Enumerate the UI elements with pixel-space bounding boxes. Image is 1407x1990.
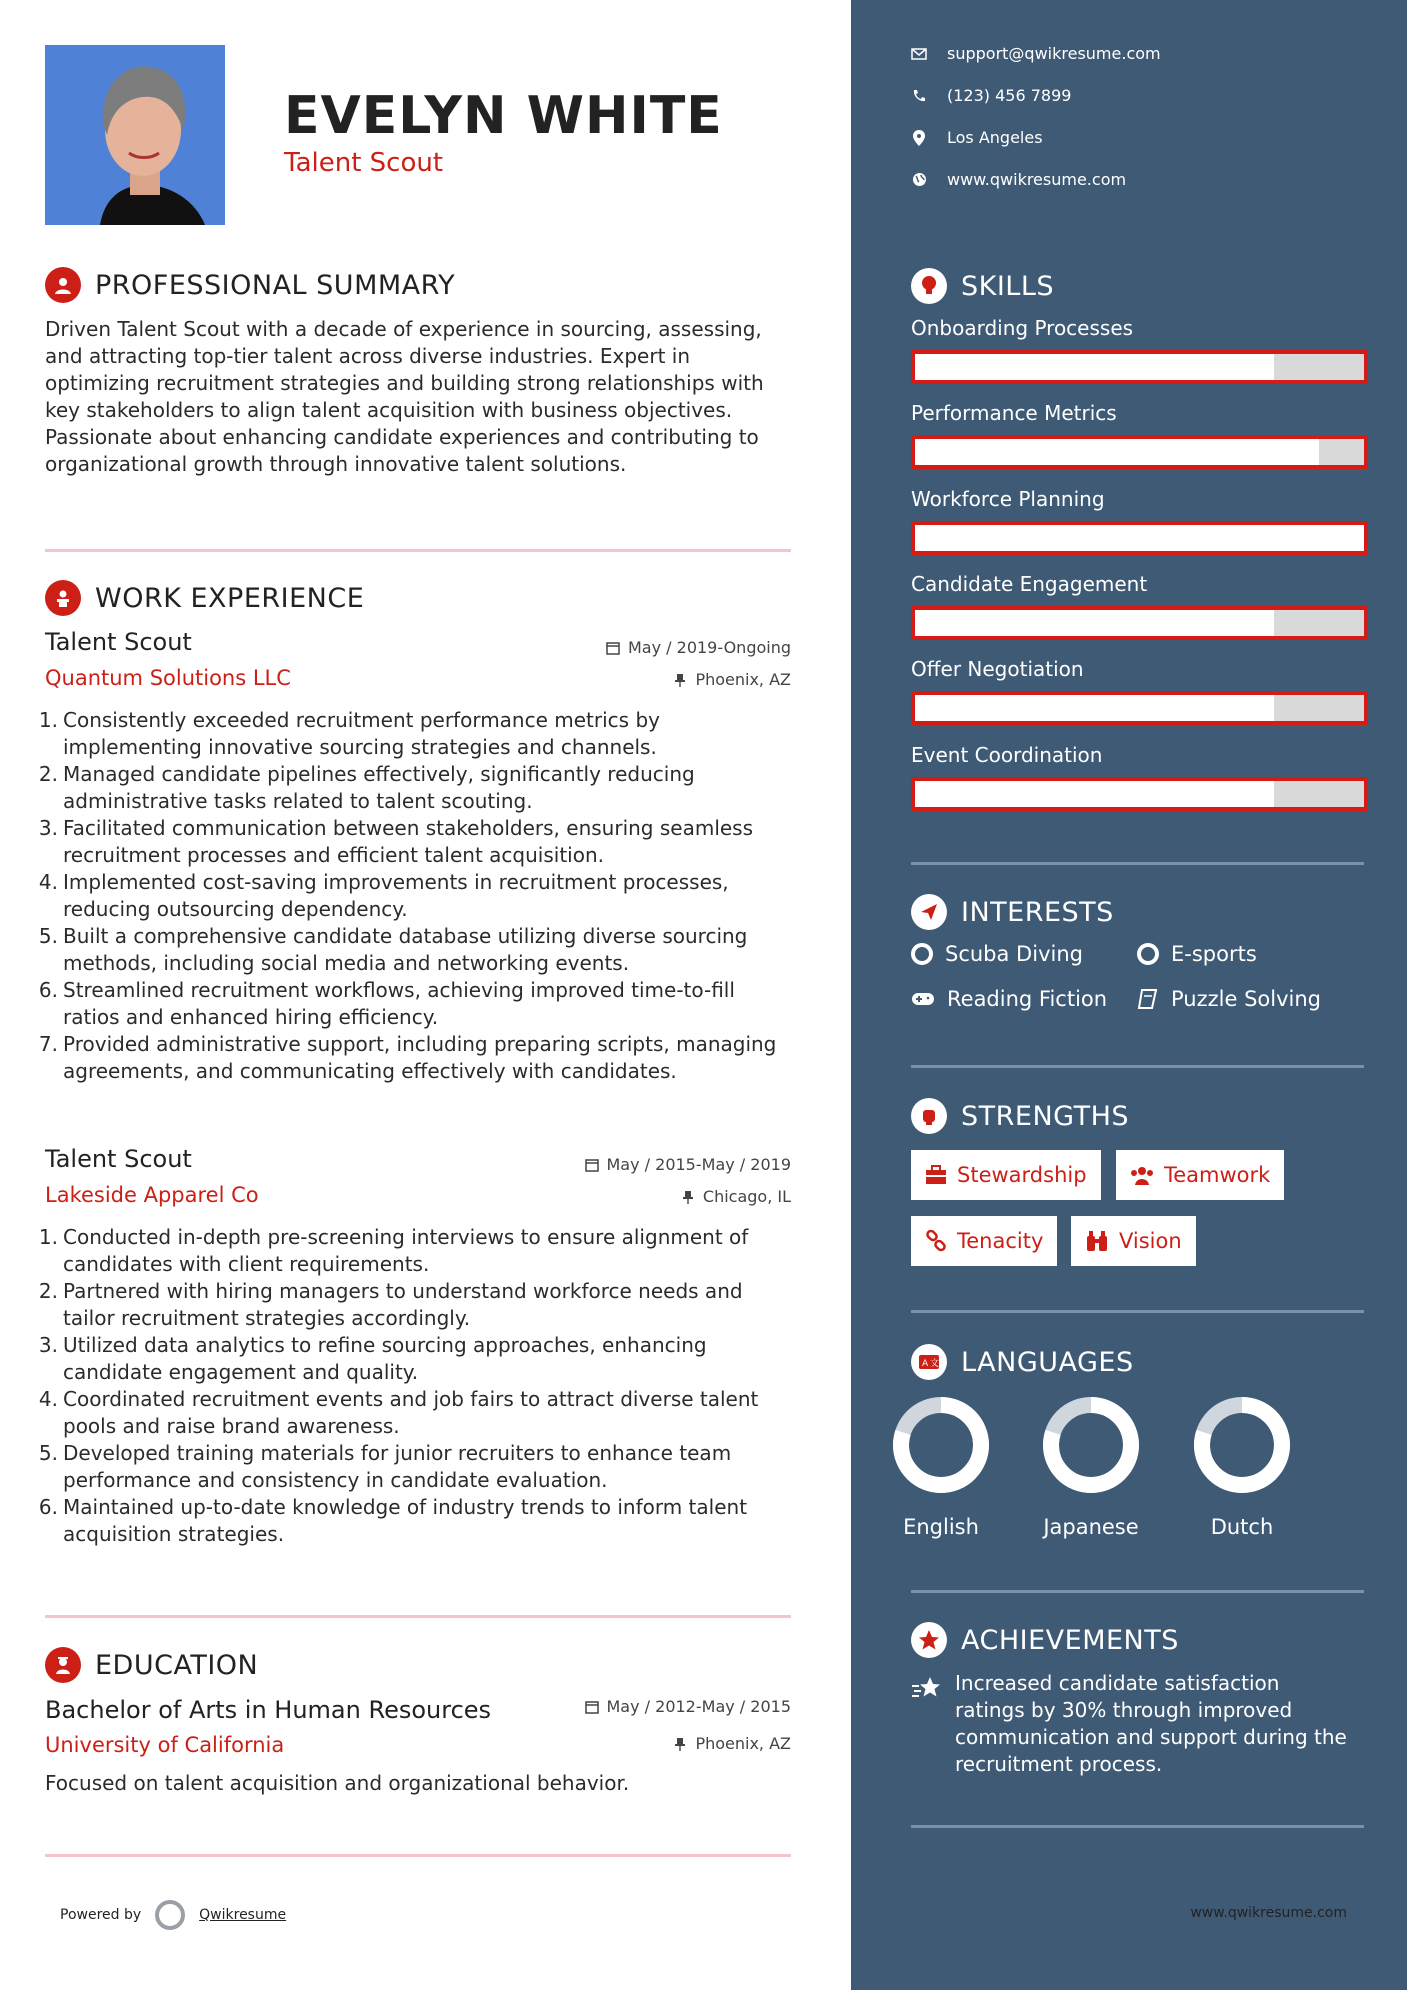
contact-email xyxy=(911,44,1161,63)
list-item: 2. Managed candidate pipelines effectively, significantly reducing administrative tasks related to talent scouting. xyxy=(38,762,695,813)
language-donut xyxy=(1192,1395,1292,1495)
skill-bar xyxy=(911,777,1368,811)
strength-chip xyxy=(911,1216,1057,1266)
skill-bar xyxy=(911,691,1368,725)
achievements-title: ACHIEVEMENTS xyxy=(961,1624,1179,1656)
graduate-icon xyxy=(45,1647,81,1683)
qwikresume-logo-icon xyxy=(155,1900,185,1930)
interest-item xyxy=(911,942,1083,966)
divider xyxy=(911,1065,1364,1068)
degree-title: Bachelor of Arts in Human Resources xyxy=(45,1696,492,1724)
lifebuoy-icon xyxy=(911,943,933,965)
languages-header xyxy=(911,1344,1134,1380)
divider xyxy=(911,1310,1364,1313)
list-item: 4. Implemented cost-saving improvements in recruitment processes, reducing outsourcing dependency. xyxy=(38,870,729,921)
achievements-header xyxy=(911,1622,1179,1658)
skill-label: Performance Metrics xyxy=(911,401,1117,425)
candidate-name: EVELYN WHITE xyxy=(284,86,723,146)
lifebuoy-icon xyxy=(1137,943,1159,965)
interests-header xyxy=(911,894,1114,930)
binoculars-icon xyxy=(1085,1230,1109,1252)
translate-icon xyxy=(911,1344,947,1380)
education-date-text: May / 2012-May / 2015 xyxy=(606,1697,791,1716)
language-label: English xyxy=(903,1515,979,1539)
experience-header xyxy=(45,580,364,616)
education-location-text: Phoenix, AZ xyxy=(695,1734,791,1753)
contact-phone-text[interactable]: (123) 456 7899 xyxy=(947,86,1072,105)
contact-location-text: Los Angeles xyxy=(947,128,1043,147)
footer-url[interactable]: www.qwikresume.com xyxy=(1190,1905,1347,1921)
summary-text: Driven Talent Scout with a decade of experience in sourcing, assessing, and attracting top-tier talent across diverse industries. Expert in optimizing recruitment strategies and building strong relationships with key stakeholders to align talent acquisition with business objectives. Passionate about enhancing candidate experiences and contributing to organizational growth through innovative talent solutions. xyxy=(45,317,764,476)
language-item xyxy=(1182,1395,1302,1539)
interest-label: Puzzle Solving xyxy=(1171,987,1321,1011)
list-item: 2. Partnered with hiring managers to understand workforce needs and tailor recruitment strategies accordingly. xyxy=(38,1279,743,1330)
list-item: 1. Consistently exceeded recruitment performance metrics by implementing innovative sourcing strategies and channels. xyxy=(38,708,660,759)
job-bullets xyxy=(36,1224,796,1548)
fist-icon xyxy=(911,1098,947,1134)
podium-icon xyxy=(45,580,81,616)
interest-label: Scuba Diving xyxy=(945,942,1083,966)
list-item: 4. Coordinated recruitment events and job fairs to attract diverse talent pools and raise brand awareness. xyxy=(38,1387,759,1438)
summary-title: PROFESSIONAL SUMMARY xyxy=(95,269,456,301)
paper-plane-icon xyxy=(911,894,947,930)
strength-chip xyxy=(911,1150,1101,1200)
qwikresume-link[interactable]: Qwikresume xyxy=(199,1907,287,1923)
phone-icon xyxy=(911,88,927,104)
school-name: University of California xyxy=(45,1733,285,1757)
svg-text:A: A xyxy=(922,1359,929,1369)
language-donut xyxy=(891,1395,991,1495)
interest-item xyxy=(1137,987,1321,1011)
language-item xyxy=(881,1395,1001,1539)
users-icon xyxy=(1130,1165,1154,1185)
divider xyxy=(911,1825,1364,1828)
skill-label: Onboarding Processes xyxy=(911,316,1134,340)
skill-label: Candidate Engagement xyxy=(911,572,1148,596)
language-item xyxy=(1031,1395,1151,1539)
list-item: 3. Utilized data analytics to refine sourcing approaches, enhancing candidate engagement and quality. xyxy=(38,1333,707,1384)
divider xyxy=(45,1854,791,1857)
user-icon xyxy=(45,267,81,303)
globe-icon xyxy=(911,172,927,188)
strength-label: Vision xyxy=(1119,1229,1182,1253)
skill-bar xyxy=(911,350,1368,384)
calendar-icon xyxy=(606,641,620,655)
divider xyxy=(911,862,1364,865)
skill-bar-fill xyxy=(915,695,1274,721)
strength-label: Tenacity xyxy=(957,1229,1044,1253)
strength-chip xyxy=(1071,1216,1196,1266)
skill-label: Event Coordination xyxy=(911,743,1103,767)
calendar-icon xyxy=(585,1158,599,1172)
language-donut xyxy=(1041,1395,1141,1495)
job-company: Quantum Solutions LLC xyxy=(45,666,291,690)
candidate-role: Talent Scout xyxy=(284,148,444,178)
job-company: Lakeside Apparel Co xyxy=(45,1183,259,1207)
job-location-text: Chicago, IL xyxy=(702,1187,791,1206)
divider xyxy=(45,1615,791,1618)
skill-bar xyxy=(911,606,1368,640)
education-header xyxy=(45,1647,258,1683)
skill-label: Offer Negotiation xyxy=(911,657,1084,681)
briefcase-icon xyxy=(925,1165,947,1185)
interest-item xyxy=(911,987,1107,1011)
achievement-text: Increased candidate satisfaction ratings by 30% through improved communication and support during the recruitment process. xyxy=(955,1671,1347,1776)
job-location xyxy=(673,670,791,689)
education-title: EDUCATION xyxy=(95,1649,259,1681)
list-item: 6. Streamlined recruitment workflows, achieving improved time-to-fill ratios and enhanced hiring efficiency. xyxy=(38,978,735,1029)
job-date-text: May / 2019-Ongoing xyxy=(628,638,791,657)
education-date xyxy=(585,1697,792,1716)
calendar-icon xyxy=(585,1700,599,1714)
star-icon xyxy=(911,1622,947,1658)
skill-label: Workforce Planning xyxy=(911,487,1105,511)
skill-bar-fill xyxy=(915,525,1364,551)
list-item: 6. Maintained up-to-date knowledge of industry trends to inform talent acquisition strategies. xyxy=(38,1495,748,1546)
strengths-title: STRENGTHS xyxy=(961,1100,1130,1132)
job-title: Talent Scout xyxy=(45,628,192,656)
contact-website-text[interactable]: www.qwikresume.com xyxy=(947,170,1127,189)
summary-header xyxy=(45,267,455,303)
link-icon xyxy=(925,1230,947,1252)
list-item: 5. Developed training materials for junior recruiters to enhance team performance and consistency in candidate evaluation. xyxy=(38,1441,732,1492)
profile-photo xyxy=(45,45,225,225)
skill-bar-fill xyxy=(915,610,1274,636)
gamepad-icon xyxy=(911,990,935,1008)
interest-label: E-sports xyxy=(1171,942,1257,966)
footer-powered xyxy=(60,1900,286,1930)
strength-label: Teamwork xyxy=(1164,1163,1271,1187)
language-label: Dutch xyxy=(1210,1515,1274,1539)
shooting-star-icon xyxy=(911,1676,941,1702)
experience-title: WORK EXPERIENCE xyxy=(95,582,365,614)
powered-by-label: Powered by xyxy=(60,1907,142,1923)
strength-label: Stewardship xyxy=(957,1163,1087,1187)
list-item: 1. Conducted in-depth pre-screening interviews to ensure alignment of candidates with client requirements. xyxy=(38,1225,749,1276)
skill-bar-fill xyxy=(915,354,1274,380)
job-title: Talent Scout xyxy=(45,1145,192,1173)
interest-item xyxy=(1137,942,1257,966)
divider xyxy=(911,1590,1364,1593)
interests-title: INTERESTS xyxy=(961,896,1114,928)
strengths-header xyxy=(911,1098,1129,1134)
list-item: 3. Facilitated communication between stakeholders, ensuring seamless recruitment processes and efficient talent acquisition. xyxy=(38,816,754,867)
job-date xyxy=(585,1155,792,1174)
job-date xyxy=(606,638,791,657)
job-location xyxy=(681,1187,791,1206)
job-location-text: Phoenix, AZ xyxy=(695,670,791,689)
contact-location xyxy=(911,128,1043,147)
education-location xyxy=(673,1734,791,1753)
book-icon xyxy=(1137,988,1159,1010)
lightbulb-icon xyxy=(911,268,947,304)
contact-website xyxy=(911,170,1126,189)
list-item: 7. Provided administrative support, including preparing scripts, managing agreements, and communicating effectively with candidates. xyxy=(38,1032,777,1083)
job-date-text: May / 2015-May / 2019 xyxy=(606,1155,791,1174)
language-label: Japanese xyxy=(1043,1515,1139,1539)
skill-bar xyxy=(911,521,1368,555)
map-pin-icon xyxy=(911,130,927,146)
pin-icon xyxy=(681,1190,695,1204)
sidebar xyxy=(851,0,1407,1990)
skill-bar-fill xyxy=(915,781,1274,807)
strength-chip xyxy=(1116,1150,1284,1200)
skill-bar-fill xyxy=(915,439,1319,465)
pin-icon xyxy=(673,673,687,687)
divider xyxy=(45,549,791,552)
envelope-icon xyxy=(911,46,927,62)
list-item: 5. Built a comprehensive candidate database utilizing diverse sourcing methods, including social media and networking events. xyxy=(38,924,748,975)
skills-title: SKILLS xyxy=(961,270,1055,302)
contact-email-text[interactable]: support@qwikresume.com xyxy=(947,44,1161,63)
interest-label: Reading Fiction xyxy=(947,987,1108,1011)
skill-bar xyxy=(911,435,1368,469)
svg-text:文: 文 xyxy=(930,1359,940,1369)
contact-phone xyxy=(911,86,1071,105)
skills-header xyxy=(911,268,1054,304)
pin-icon xyxy=(673,1737,687,1751)
languages-title: LANGUAGES xyxy=(961,1346,1134,1378)
education-text: Focused on talent acquisition and organizational behavior. xyxy=(45,1771,630,1795)
job-bullets xyxy=(36,707,796,1085)
